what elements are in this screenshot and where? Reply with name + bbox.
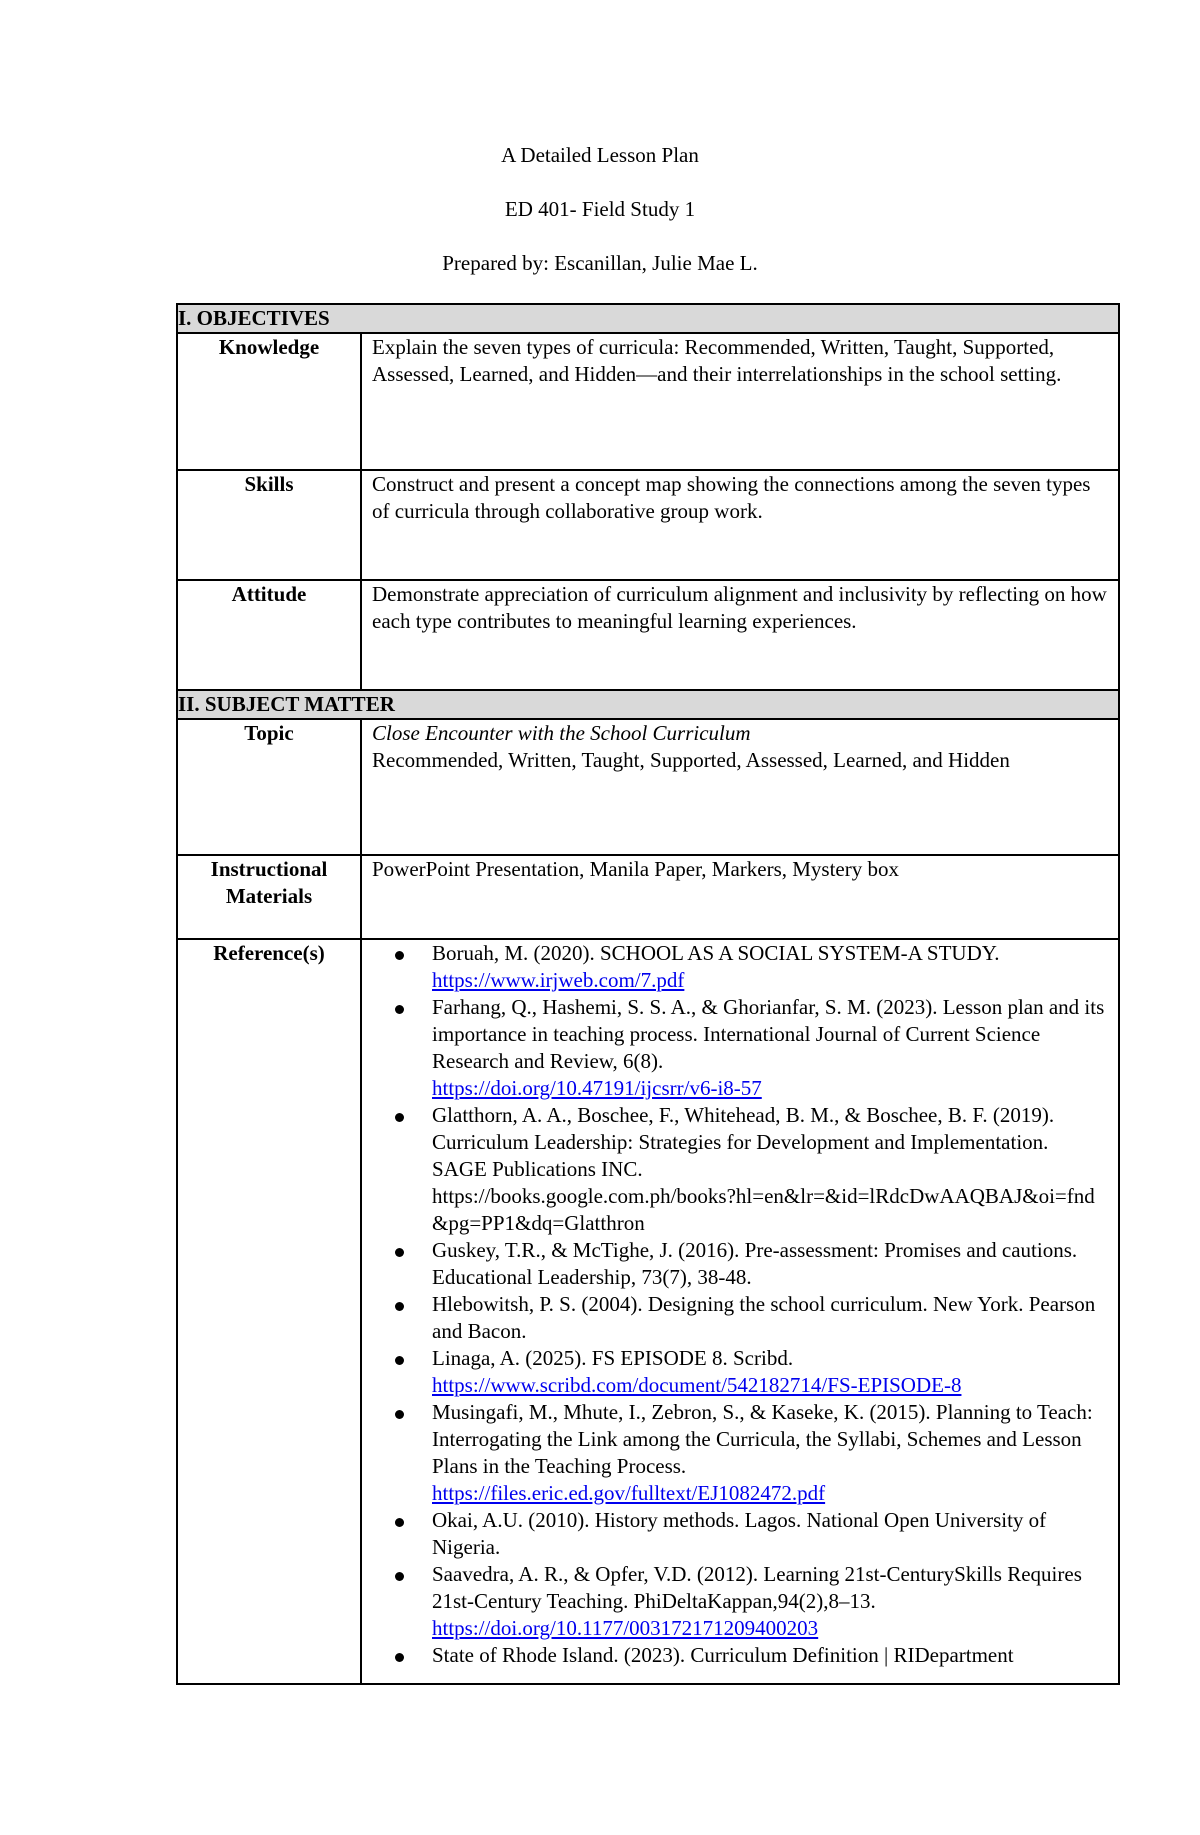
bullet-icon <box>395 1248 404 1257</box>
reference-text: Glatthorn, A. A., Boschee, F., Whitehead, B. M., & Boschee, B. F. (2019). Curriculum Leadership: Strategies for Development and Implementation. SAGE Publications INC. <box>432 1103 1055 1181</box>
topic-label: Topic <box>177 719 361 855</box>
knowledge-row <box>177 333 1119 470</box>
reference-text: Linaga, A. (2025). FS EPISODE 8. Scribd. <box>432 1346 794 1370</box>
reference-item <box>432 994 1108 1102</box>
skills-label: Skills <box>177 470 361 580</box>
materials-text: PowerPoint Presentation, Manila Paper, Markers, Mystery box <box>372 857 899 881</box>
topic-row <box>177 719 1119 855</box>
reference-link[interactable]: https://www.irjweb.com/7.pdf <box>432 968 685 992</box>
reference-link[interactable]: https://www.scribd.com/document/542182714/FS-EPISODE-8 <box>432 1373 962 1397</box>
reference-item <box>432 1642 1108 1669</box>
attitude-text: Demonstrate appreciation of curriculum alignment and inclusivity by reflecting on how each type contributes to meaningful learning experiences. <box>372 582 1107 633</box>
prepared-by: Prepared by: Escanillan, Julie Mae L. <box>442 251 758 275</box>
reference-text: Farhang, Q., Hashemi, S. S. A., & Ghorianfar, S. M. (2023). Lesson plan and its importance in teaching process. International Journal of Current Science Research and Review, 6(8). <box>432 995 1105 1073</box>
bullet-icon <box>395 1113 404 1122</box>
reference-item <box>432 1102 1108 1237</box>
bullet-icon <box>395 1653 404 1662</box>
reference-item <box>432 1507 1108 1561</box>
reference-link[interactable]: https://files.eric.ed.gov/fulltext/EJ1082472.pdf <box>432 1481 826 1505</box>
reference-url: https://books.google.com.ph/books?hl=en&lr=&id=lRdcDwAAQBAJ&oi=fnd&pg=PP1&dq=Glatthron <box>432 1184 1095 1235</box>
bullet-icon <box>395 1410 404 1419</box>
reference-item <box>432 1237 1108 1291</box>
objectives-header-row <box>177 304 1119 333</box>
lesson-plan-table <box>176 303 1120 1685</box>
bullet-icon <box>395 1005 404 1014</box>
reference-item <box>432 1345 1108 1399</box>
course-code: ED 401- Field Study 1 <box>504 197 696 221</box>
bullet-icon <box>395 1302 404 1311</box>
topic-text: Recommended, Written, Taught, Supported, Assessed, Learned, and Hidden <box>372 748 1010 772</box>
knowledge-label: Knowledge <box>177 333 361 470</box>
reference-link[interactable]: https://doi.org/10.1177/003172171209400203 <box>432 1616 819 1640</box>
reference-text: Okai, A.U. (2010). History methods. Lagos. National Open University of Nigeria. <box>432 1508 1047 1559</box>
bullet-icon <box>395 1356 404 1365</box>
skills-row <box>177 470 1119 580</box>
skills-text: Construct and present a concept map showing the connections among the seven types of curricula through collaborative group work. <box>372 472 1091 523</box>
reference-text: Boruah, M. (2020). SCHOOL AS A SOCIAL SYSTEM-A STUDY. <box>432 941 1000 965</box>
reference-text: State of Rhode Island. (2023). Curriculum Definition | RIDepartment <box>432 1643 1014 1667</box>
bullet-icon <box>395 1572 404 1581</box>
references-label: Reference(s) <box>177 939 361 1684</box>
subject-matter-header-row <box>177 690 1119 719</box>
objectives-heading: I. OBJECTIVES <box>177 304 1119 333</box>
references-row <box>177 939 1119 1684</box>
knowledge-text: Explain the seven types of curricula: Recommended, Written, Taught, Supported, Assessed, Learned, and Hidden—and their interrelationships in the school setting. <box>372 335 1062 386</box>
reference-item <box>432 940 1108 994</box>
materials-label: Instructional Materials <box>177 855 361 939</box>
subject-matter-heading: II. SUBJECT MATTER <box>177 690 1119 719</box>
reference-item <box>432 1399 1108 1507</box>
reference-text: Musingafi, M., Mhute, I., Zebron, S., & Kaseke, K. (2015). Planning to Teach: Interrogating the Link among the Curricula, the Syllabi, Schemes and Lesson Plans in the Teaching Process. <box>432 1400 1093 1478</box>
topic-title: Close Encounter with the School Curriculum <box>372 721 751 745</box>
bullet-icon <box>395 1518 404 1527</box>
reference-text: Hlebowitsh, P. S. (2004). Designing the school curriculum. New York. Pearson and Bacon. <box>432 1292 1096 1343</box>
reference-item <box>432 1561 1108 1642</box>
reference-text: Guskey, T.R., & McTighe, J. (2016). Pre-assessment: Promises and cautions. Educational Leadership, 73(7), 38-48. <box>432 1238 1078 1289</box>
reference-link[interactable]: https://doi.org/10.47191/ijcsrr/v6-i8-57 <box>432 1076 762 1100</box>
attitude-row <box>177 580 1119 690</box>
reference-item <box>432 1291 1108 1345</box>
attitude-label: Attitude <box>177 580 361 690</box>
document-title: A Detailed Lesson Plan <box>501 143 699 167</box>
references-list <box>362 940 1118 1669</box>
reference-text: Saavedra, A. R., & Opfer, V.D. (2012). Learning 21st-CenturySkills Requires 21st-Century Teaching. PhiDeltaKappan,94(2),8–13. <box>432 1562 1082 1613</box>
bullet-icon <box>395 951 404 960</box>
materials-row <box>177 855 1119 939</box>
